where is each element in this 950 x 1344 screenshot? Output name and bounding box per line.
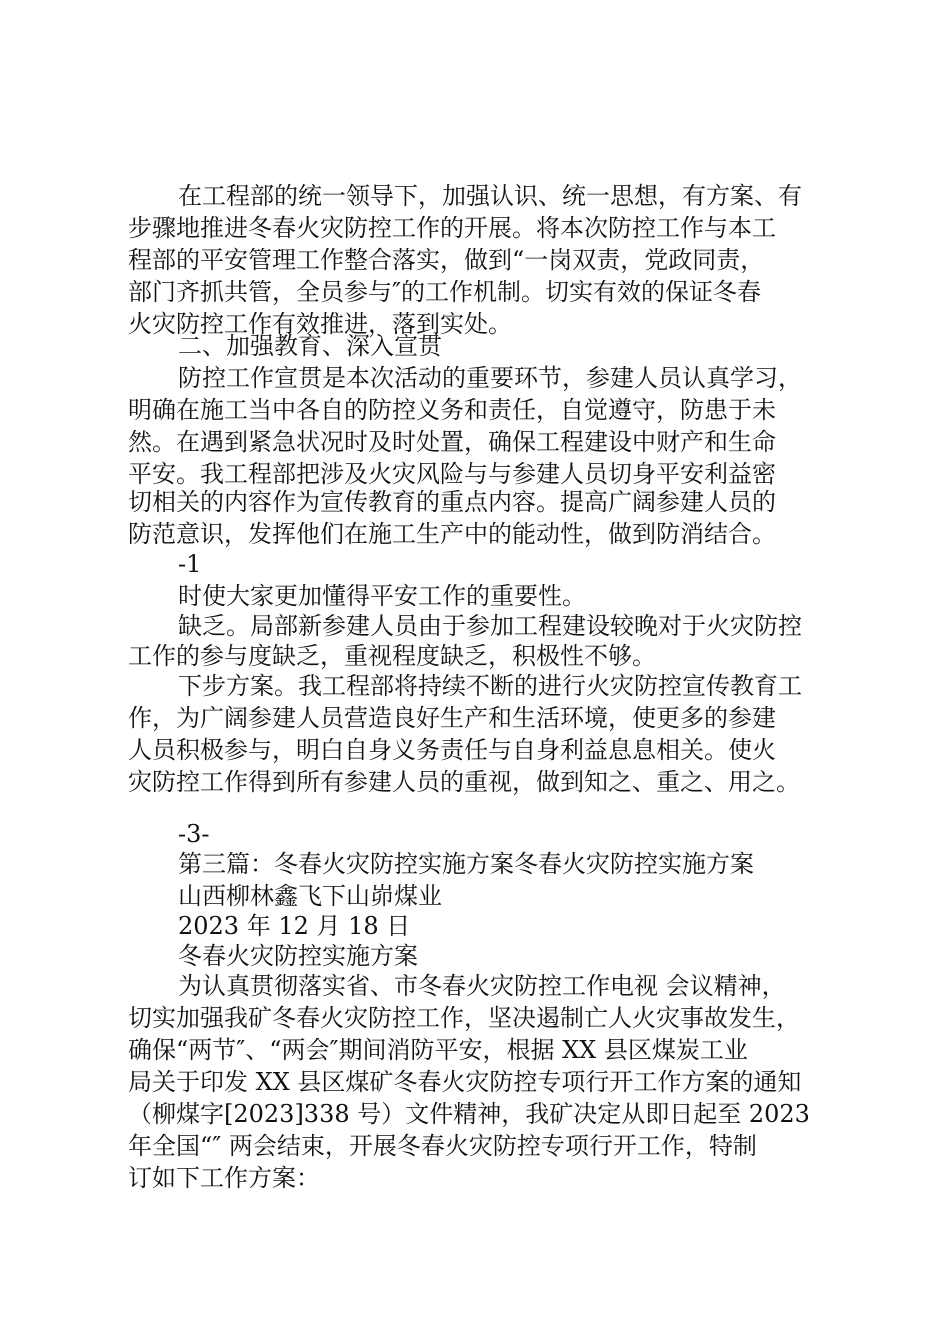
company-name: 山西柳林鑫飞下山峁煤业 <box>178 882 442 910</box>
paragraph-line: 作，为广阔参建人员营造良好生产和生活环境，使更多的参建 <box>128 704 776 732</box>
paragraph-line: 平安。我工程部把涉及火灾风险与与参建人员切身平安利益密 <box>128 460 776 488</box>
section-heading: 二、加强教育、深入宣贯 <box>178 332 442 360</box>
paragraph-line: 防控工作宣贯是本次活动的重要环节，参建人员认真学习， <box>178 364 802 392</box>
page-number: -3- <box>178 820 210 848</box>
page-number: -1 <box>178 550 202 578</box>
paragraph-line: 下步方案。我工程部将持续不断的进行火灾防控宣传教育工 <box>178 672 802 700</box>
paragraph-line: 时使大家更加懂得平安工作的重要性。 <box>178 582 586 610</box>
paragraph-line: 工作的参与度缺乏，重视程度缺乏，积极性不够。 <box>128 642 656 670</box>
paragraph-line: 程部的平安管理工作整合落实，做到“一岗双责，党政同责， <box>128 246 765 274</box>
paragraph-line: 人员积极参与，明白自身义务责任与自身利益息息相关。使火 <box>128 736 776 764</box>
paragraph-line: 明确在施工当中各自的防控义务和责任，自觉遵守，防患于未 <box>128 396 776 424</box>
paragraph-line: 火灾防控工作有效推进，落到实处。 <box>128 310 512 338</box>
paragraph-line: 步骤地推进冬春火灾防控工作的开展。将本次防控工作与本工 <box>128 214 776 242</box>
paragraph-line: 缺乏。局部新参建人员由于参加工程建设较晚对于火灾防控 <box>178 612 802 640</box>
paragraph-line: 年全国“″ 两会结束，开展冬春火灾防控专项行开工作，特制 <box>128 1132 757 1160</box>
paragraph-line: 灾防控工作得到所有参建人员的重视，做到知之、重之、用之。 <box>128 768 800 796</box>
paragraph-line: 在工程部的统一领导下，加强认识、统一思想，有方案、有 <box>178 182 802 210</box>
document-date: 2023 年 12 月 18 日 <box>178 912 411 940</box>
paragraph-line: 切相关的内容作为宣传教育的重点内容。提高广阔参建人员的 <box>128 488 776 516</box>
paragraph-line: 防范意识，发挥他们在施工生产中的能动性，做到防消结合。 <box>128 520 776 548</box>
paragraph-line: 切实加强我矿冬春火灾防控工作，坚决遏制亡人火灾事故发生， <box>128 1004 800 1032</box>
paragraph-line: 确保“两节″、“两会″期间消防平安，根据 XX 县区煤炭工业 <box>128 1036 748 1064</box>
paragraph-line: 为认真贯彻落实省、市冬春火灾防控工作电视 会议精神， <box>178 972 786 1000</box>
paragraph-line: （柳煤字[2023]338 号）文件精神，我矿决定从即日起至 2023 <box>128 1100 810 1128</box>
section-title: 第三篇：冬春火灾防控实施方案冬春火灾防控实施方案 <box>178 850 754 878</box>
paragraph-line: 局关于印发 XX 县区煤矿冬春火灾防控专项行开工作方案的通知 <box>128 1068 802 1096</box>
paragraph-line: 订如下工作方案： <box>128 1164 320 1192</box>
paragraph-line: 部门齐抓共管，全员参与″的工作机制。切实有效的保证冬春 <box>128 278 761 306</box>
document-title: 冬春火灾防控实施方案 <box>178 942 418 970</box>
paragraph-line: 然。在遇到紧急状况时及时处置，确保工程建设中财产和生命 <box>128 428 776 456</box>
